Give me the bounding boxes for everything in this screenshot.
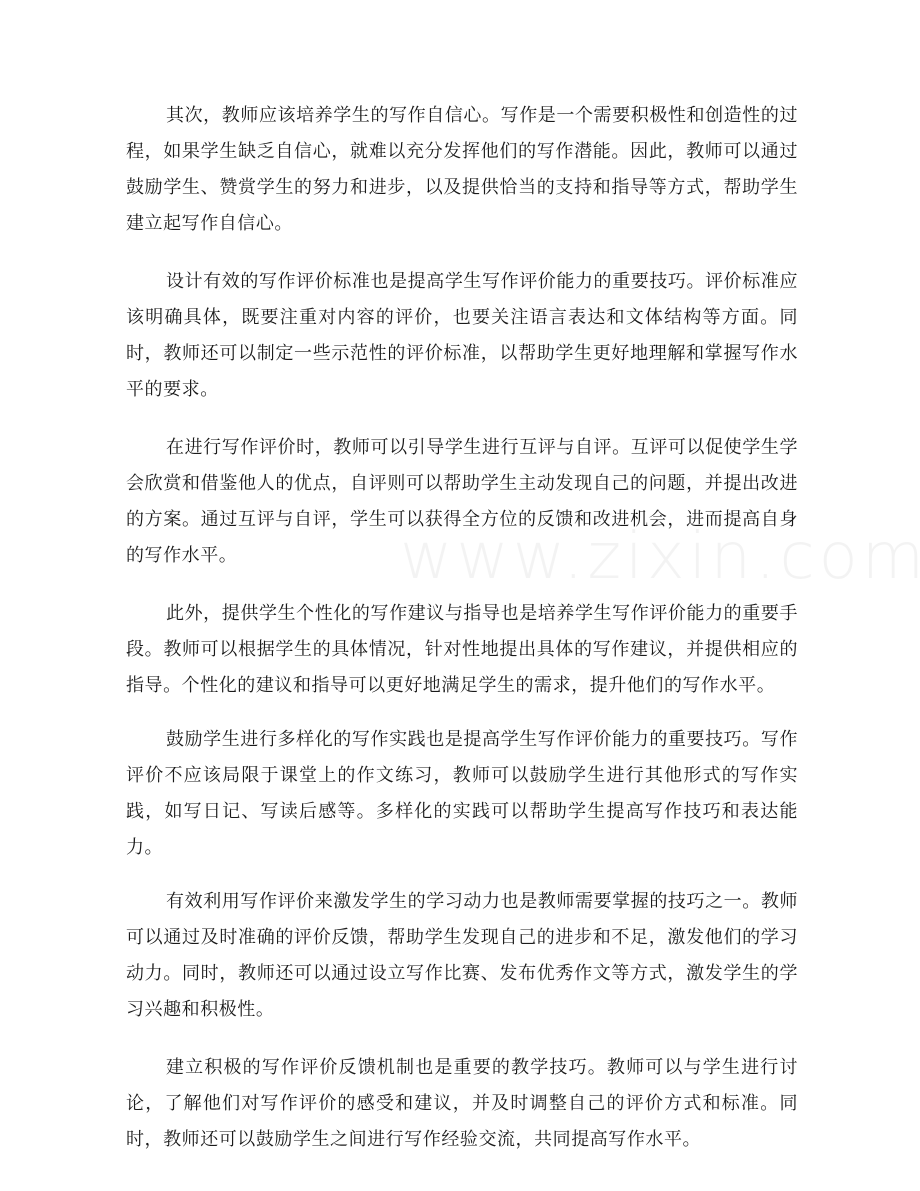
paragraph-peer-self-assessment: 在进行写作评价时，教师可以引导学生进行互评与自评。互评可以促使学生学会欣赏和借鉴他人的优点，自评则可以帮助学生主动发现自己的问题，并提出改进的方案。通过互评与自评，学生可以获得全方位的反馈和改进机会，进而提高自身的写作水平。 [126,437,798,566]
paragraph-feedback-mechanism: 建立积极的写作评价反馈机制也是重要的教学技巧。教师可以与学生进行讨论，了解他们对写作评价的感受和建议，并及时调整自己的评价方式和标准。同时，教师还可以鼓励学生之间进行写作经验交流，共同提高写作水平。 [126,1057,798,1150]
paragraph-diverse-practice: 鼓励学生进行多样化的写作实践也是提高学生写作评价能力的重要技巧。写作评价不应该局限于课堂上的作文练习，教师可以鼓励学生进行其他形式的写作实践，如写日记、写读后感等。多样化的实践可以帮助学生提高写作技巧和表达能力。 [126,729,798,858]
paragraph-learning-motivation: 有效利用写作评价来激发学生的学习动力也是教师需要掌握的技巧之一。教师可以通过及时准确的评价反馈，帮助学生发现自己的进步和不足，激发他们的学习动力。同时，教师还可以通过设立写作比赛、发布优秀作文等方式，激发学生的学习兴趣和积极性。 [126,891,798,1020]
paragraph-writing-confidence: 其次，教师应该培养学生的写作自信心。写作是一个需要积极性和创造性的过程，如果学生缺乏自信心，就难以充分发挥他们的写作潜能。因此，教师可以通过鼓励学生、赞赏学生的努力和进步，以及提供恰当的支持和指导等方式，帮助学生建立起写作自信心。 [126,105,798,234]
paragraph-evaluation-standards: 设计有效的写作评价标准也是提高学生写作评价能力的重要技巧。评价标准应该明确具体，既要注重对内容的评价，也要关注语言表达和文体结构等方面。同时，教师还可以制定一些示范性的评价标准，以帮助学生更好地理解和掌握写作水平的要求。 [126,271,798,400]
paragraph-personalized-guidance: 此外，提供学生个性化的写作建议与指导也是培养学生写作评价能力的重要手段。教师可以根据学生的具体情况，针对性地提出具体的写作建议，并提供相应的指导。个性化的建议和指导可以更好地满足学生的需求，提升他们的写作水平。 [126,603,798,696]
document-body [126,98,798,1180]
